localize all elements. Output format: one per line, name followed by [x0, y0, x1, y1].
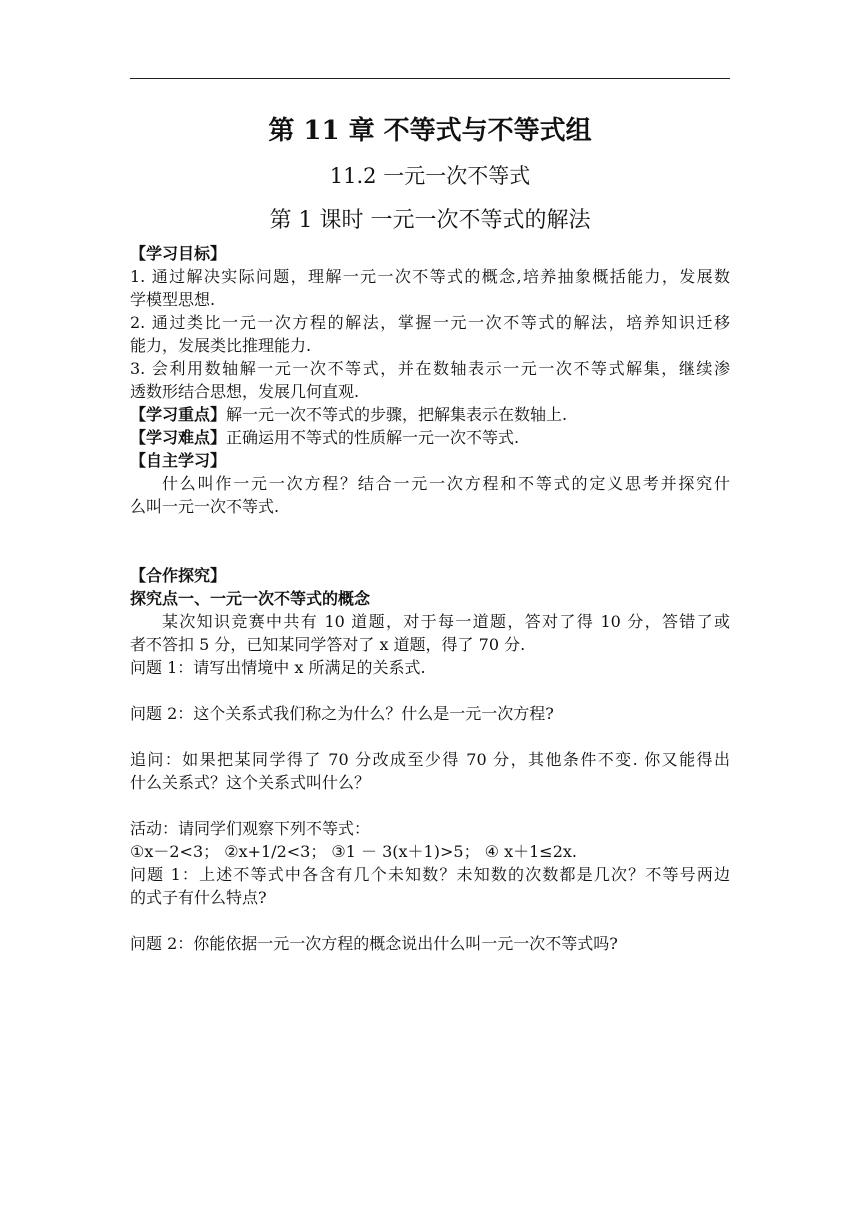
activity-question-1-line-1: 问题 1：上述不等式中各含有几个未知数？未知数的次数都是几次？不等号两边	[130, 865, 730, 884]
cooperative-heading: 【合作探究】	[130, 566, 227, 585]
section-title: 11.2 一元一次不等式	[329, 164, 531, 188]
scenario-line-1: 某次知识竞赛中共有 10 道题，对于每一道题，答对了得 10 分，答错了或	[162, 612, 730, 631]
self-study-line-1: 什么叫作一元一次方程？结合一元一次方程和不等式的定义思考并探究什	[162, 474, 730, 493]
goal-3-line-2: 透数形结合思想，发展几何直观.	[130, 382, 360, 401]
question-2: 问题 2：这个关系式我们称之为什么？什么是一元一次方程?	[130, 704, 554, 723]
inequality-list: ①x－2<3； ②x+1/2<3； ③1 － 3(x＋1)>5； ④ x＋1≤2x.	[130, 842, 577, 861]
goal-1-line-1: 1. 通过解决实际问题，理解一元一次不等式的概念,培养抽象概括能力，发展数	[130, 267, 730, 286]
scenario-line-2: 者不答扣 5 分，已知某同学答对了 x 道题，得了 70 分.	[130, 635, 526, 654]
document-body	[130, 242, 730, 955]
point-1-heading: 探究点一、一元一次不等式的概念	[130, 589, 371, 608]
goal-3-line-1: 3. 会利用数轴解一元一次不等式，并在数轴表示一元一次不等式解集，继续渗	[130, 359, 730, 378]
followup-line-1: 追问：如果把某同学得了 70 分改成至少得 70 分，其他条件不变. 你又能得出	[130, 750, 730, 769]
key-points	[130, 403, 730, 426]
difficult-points-text: 正确运用不等式的性质解一元一次不等式.	[226, 428, 520, 447]
followup-line-2: 什么关系式？这个关系式叫什么？	[130, 773, 371, 792]
key-points-label: 【学习重点】	[130, 405, 227, 424]
self-study-line-2: 么叫一元一次不等式.	[130, 497, 280, 516]
goal-2-line-2: 能力，发展类比推理能力.	[130, 336, 312, 355]
question-1: 问题 1：请写出情境中 x 所满足的关系式.	[130, 658, 426, 677]
difficult-points	[130, 426, 730, 449]
activity-prompt: 活动：请同学们观察下列不等式：	[130, 819, 371, 838]
chapter-title: 第 11 章 不等式与不等式组	[268, 116, 592, 146]
activity-question-2: 问题 2：你能依据一元一次方程的概念说出什么叫一元一次不等式吗?	[130, 934, 618, 953]
lesson-title: 第 1 课时 一元一次不等式的解法	[269, 208, 591, 233]
activity-question-1-line-2: 的式子有什么特点?	[130, 888, 267, 907]
self-study-heading: 【自主学习】	[130, 451, 227, 470]
goal-1-line-2: 学模型思想.	[130, 290, 216, 309]
difficult-points-label: 【学习难点】	[130, 428, 227, 447]
goals-heading: 【学习目标】	[130, 244, 227, 263]
header-rule	[130, 78, 730, 79]
key-points-text: 解一元一次不等式的步骤，把解集表示在数轴上.	[226, 405, 568, 424]
goal-2-line-1: 2. 通过类比一元一次方程的解法，掌握一元一次不等式的解法，培养知识迁移	[130, 313, 730, 332]
